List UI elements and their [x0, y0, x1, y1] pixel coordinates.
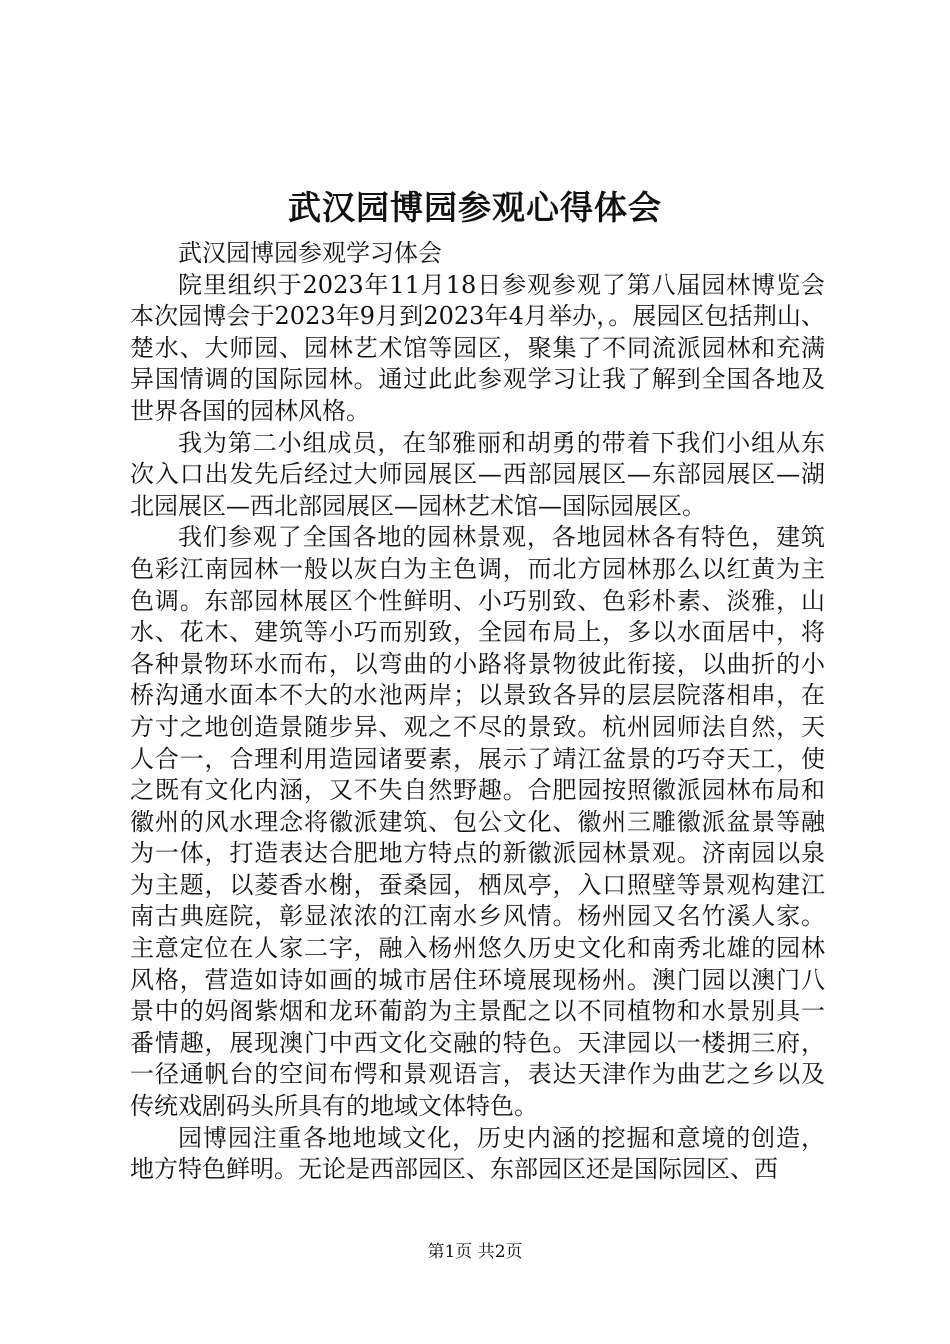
body-paragraph: 我为第二小组成员，在邹雅丽和胡勇的带着下我们小组从东次入口出发先后经过大师园展区—西部园展区—东部园展区—湖北园展区—西北部园展区—园林艺术馆—国际园展区。	[130, 428, 825, 520]
document-title: 武汉园博园参观心得体会	[288, 188, 662, 227]
body-paragraph: 园博园注重各地地域文化，历史内涵的挖掘和意境的创造，地方特色鲜明。无论是西部园区、东部园区还是国际园区、西	[130, 1123, 825, 1184]
body-paragraph: 院里组织于2023年11月18日参观参观了第八届园林博览会本次园博会于2023年9月到2023年4月举办，。展园区包括荆山、楚水、大师园、园林艺术馆等园区，聚集了不同流派园林和充满异国情调的国际园林。通过此此参观学习让我了解到全国各地及世界各国的园林风格。	[130, 270, 825, 425]
subtitle-paragraph: 武汉园博园参观学习体会	[178, 239, 442, 267]
document-body	[130, 238, 825, 1186]
page-number-footer: 第1页 共2页	[427, 1242, 523, 1262]
body-paragraph: 我们参观了全国各地的园林景观，各地园林各有特色，建筑色彩江南园林一般以灰白为主色调，而北方园林那么以红黄为主色调。东部园林展区个性鲜明、小巧别致、色彩朴素、淡雅，山水、花木、建筑等小巧而别致，全园布局上，多以水面居中，将各种景物环水而布，以弯曲的小路将景物彼此衔接，以曲折的小桥沟通水面本不大的水池两岸；以景致各异的层层院落相串，在方寸之地创造景随步异、观之不尽的景致。杭州园师法自然，天人合一，合理利用造园诸要素，展示了靖江盆景的巧夺天工，使之既有文化内涵，又不失自然野趣。合肥园按照徽派园林布局和徽州的风水理念将徽派建筑、包公文化、徽州三雕徽派盆景等融为一体，打造表达合肥地方特点的新徽派园林景观。济南园以泉为主题，以菱香水榭，蚕桑园，栖凤亭，入口照壁等景观构建江南古典庭院，彰显浓浓的江南水乡风情。杨州园又名竹溪人家。主意定位在人家二字，融入杨州悠久历史文化和南秀北雄的园林风格，营造如诗如画的城市居住环境展现杨州。澳门园以澳门八景中的妈阁紫烟和龙环葡韵为主景配之以不同植物和水景别具一番情趣，展现澳门中西文化交融的特色。天津园以一楼拥三府，一径通帆台的空间布愕和景观语言，表达天津作为曲艺之乡以及传统戏剧码头所具有的地域文体特色。	[130, 523, 825, 1121]
